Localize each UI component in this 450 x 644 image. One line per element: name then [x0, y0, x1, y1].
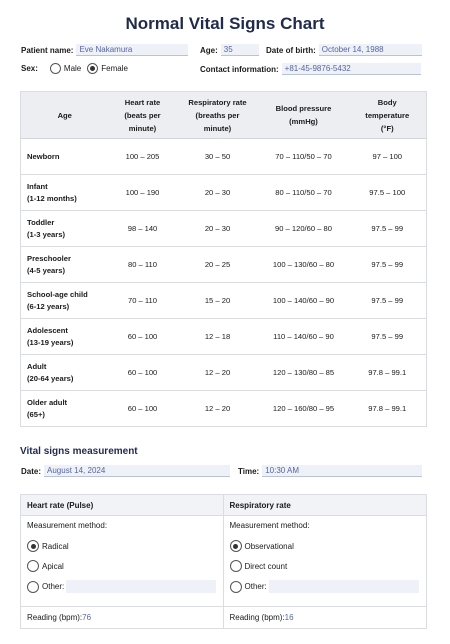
sex-label: Sex: — [21, 64, 38, 73]
respiratory-rate-reading-value[interactable]: 16 — [284, 613, 294, 622]
heart-rate-reading — [21, 606, 223, 628]
table-row — [21, 139, 427, 175]
table-cell: 12 – 20 — [177, 355, 259, 391]
age-label: Age: — [200, 45, 218, 55]
table-cell: 97.8 – 99.1 — [349, 355, 427, 391]
table-cell: 100 – 190 — [109, 175, 177, 211]
age-group-cell: Toddler (1-3 years) — [21, 211, 109, 247]
table-cell: 97.5 – 100 — [349, 175, 427, 211]
table-cell: 110 – 140/60 – 90 — [259, 319, 349, 355]
date-field[interactable]: August 14, 2024 — [44, 465, 230, 477]
table-cell: 80 – 110 — [109, 247, 177, 283]
age-group-cell: School-age child (6-12 years) — [21, 283, 109, 319]
table-row — [21, 391, 427, 427]
table-header-row — [21, 92, 427, 139]
heart-rate-reading-value[interactable]: 76 — [82, 613, 92, 622]
reading-label: Reading (bpm): — [27, 613, 83, 622]
heart-rate-other-field[interactable] — [66, 580, 216, 593]
table-cell: 97.5 – 99 — [349, 211, 427, 247]
age-group-cell: Preschooler (4-5 years) — [21, 247, 109, 283]
table-cell: 12 – 18 — [177, 319, 259, 355]
table-cell: 97 – 100 — [349, 139, 427, 175]
time-field[interactable]: 10:30 AM — [262, 465, 422, 477]
table-cell: 70 – 110 — [109, 283, 177, 319]
table-cell: 70 – 110/50 – 70 — [259, 139, 349, 175]
radio-button[interactable] — [230, 540, 242, 552]
patient-name-label: Patient name: — [21, 45, 74, 55]
radio-button[interactable] — [27, 560, 39, 572]
reading-label: Reading (bpm): — [229, 613, 285, 622]
vital-signs-table — [20, 91, 427, 427]
header-blood-pressure: Blood pressure (mmHg) — [259, 92, 349, 139]
table-cell: 80 – 110/50 – 70 — [259, 175, 349, 211]
measurement-panel — [20, 494, 427, 629]
date-label: Date: — [21, 466, 42, 476]
age-group-cell: Newborn — [21, 139, 109, 175]
dob-field[interactable]: October 14, 1988 — [319, 44, 422, 56]
respiratory-rate-reading — [224, 606, 427, 628]
heart-rate-option-apical[interactable] — [23, 560, 64, 572]
age-group-cell: Infant (1-12 months) — [21, 175, 109, 211]
dob-row — [266, 44, 422, 56]
sex-row — [21, 63, 128, 74]
table-cell: 60 – 100 — [109, 355, 177, 391]
sex-female-label: Female — [101, 64, 128, 73]
section-title: Vital signs measurement — [20, 446, 138, 457]
age-group-cell: Adult (20-64 years) — [21, 355, 109, 391]
respiratory-option-direct-count[interactable] — [226, 560, 288, 572]
header-heart-rate: Heart rate (beats per minute) — [109, 92, 177, 139]
option-label: Direct count — [244, 561, 288, 571]
table-cell: 60 – 100 — [109, 319, 177, 355]
table-cell: 97.5 – 99 — [349, 319, 427, 355]
option-label: Apical — [42, 561, 64, 571]
contact-label: Contact information: — [200, 64, 279, 74]
table-cell: 97.5 – 99 — [349, 247, 427, 283]
patient-name-field[interactable]: Eve Nakamura — [76, 44, 188, 56]
age-group-cell: Older adult (65+) — [21, 391, 109, 427]
table-row — [21, 283, 427, 319]
date-row — [21, 465, 230, 477]
time-label: Time: — [238, 466, 260, 476]
contact-field[interactable]: +81-45-9876-5432 — [282, 63, 421, 75]
table-cell: 60 – 100 — [109, 391, 177, 427]
option-label: Radical — [42, 541, 69, 551]
table-row — [21, 319, 427, 355]
respiratory-rate-title: Respiratory rate — [229, 501, 291, 510]
sex-male-label: Male — [63, 64, 82, 73]
respiratory-rate-method-label: Measurement method: — [229, 521, 310, 530]
table-cell: 100 – 140/60 – 90 — [259, 283, 349, 319]
option-label: Other: — [42, 582, 65, 591]
heart-rate-column — [21, 516, 224, 628]
age-field[interactable]: 35 — [221, 44, 259, 56]
table-cell: 15 – 20 — [177, 283, 259, 319]
table-cell: 98 – 140 — [109, 211, 177, 247]
patient-name-row — [21, 44, 188, 56]
header-age: Age — [21, 92, 109, 139]
table-row — [21, 175, 427, 211]
respiratory-option-other[interactable] — [226, 580, 419, 593]
age-group-cell: Adolescent (13-19 years) — [21, 319, 109, 355]
respiratory-other-field[interactable] — [269, 580, 419, 593]
table-cell: 20 – 30 — [177, 175, 259, 211]
table-cell: 97.8 – 99.1 — [349, 391, 427, 427]
radio-button[interactable] — [230, 581, 242, 593]
table-cell: 120 – 160/80 – 95 — [259, 391, 349, 427]
heart-rate-option-radical[interactable] — [23, 540, 69, 552]
dob-label: Date of birth: — [266, 45, 316, 55]
radio-button[interactable] — [27, 581, 39, 593]
table-cell: 120 – 130/80 – 85 — [259, 355, 349, 391]
sex-male-radio[interactable] — [50, 63, 61, 74]
heart-rate-option-other[interactable] — [23, 580, 216, 593]
heart-rate-method-label: Measurement method: — [27, 521, 108, 530]
sex-female-radio[interactable] — [87, 63, 98, 74]
table-cell: 100 – 205 — [109, 139, 177, 175]
option-label: Other: — [244, 582, 267, 591]
heart-rate-title: Heart rate (Pulse) — [21, 495, 224, 515]
table-row — [21, 247, 427, 283]
radio-button[interactable] — [27, 540, 39, 552]
table-cell: 30 – 50 — [177, 139, 259, 175]
table-cell: 12 – 20 — [177, 391, 259, 427]
header-respiratory-rate: Respiratory rate (breaths per minute) — [177, 92, 259, 139]
table-row — [21, 211, 427, 247]
radio-button[interactable] — [230, 560, 242, 572]
table-cell: 97.5 – 99 — [349, 283, 427, 319]
table-row — [21, 355, 427, 391]
option-label: Observational — [244, 541, 294, 551]
contact-row — [200, 63, 421, 75]
respiratory-rate-column — [224, 516, 427, 628]
respiratory-option-observational[interactable] — [226, 540, 294, 552]
header-body-temperature: Body temperature (°F) — [349, 92, 427, 139]
panel-header — [21, 495, 426, 516]
table-cell: 100 – 130/60 – 80 — [259, 247, 349, 283]
table-cell: 20 – 30 — [177, 211, 259, 247]
table-cell: 20 – 25 — [177, 247, 259, 283]
time-row — [238, 465, 422, 477]
page-title: Normal Vital Signs Chart — [125, 14, 325, 33]
table-cell: 90 – 120/60 – 80 — [259, 211, 349, 247]
age-row — [200, 44, 259, 56]
